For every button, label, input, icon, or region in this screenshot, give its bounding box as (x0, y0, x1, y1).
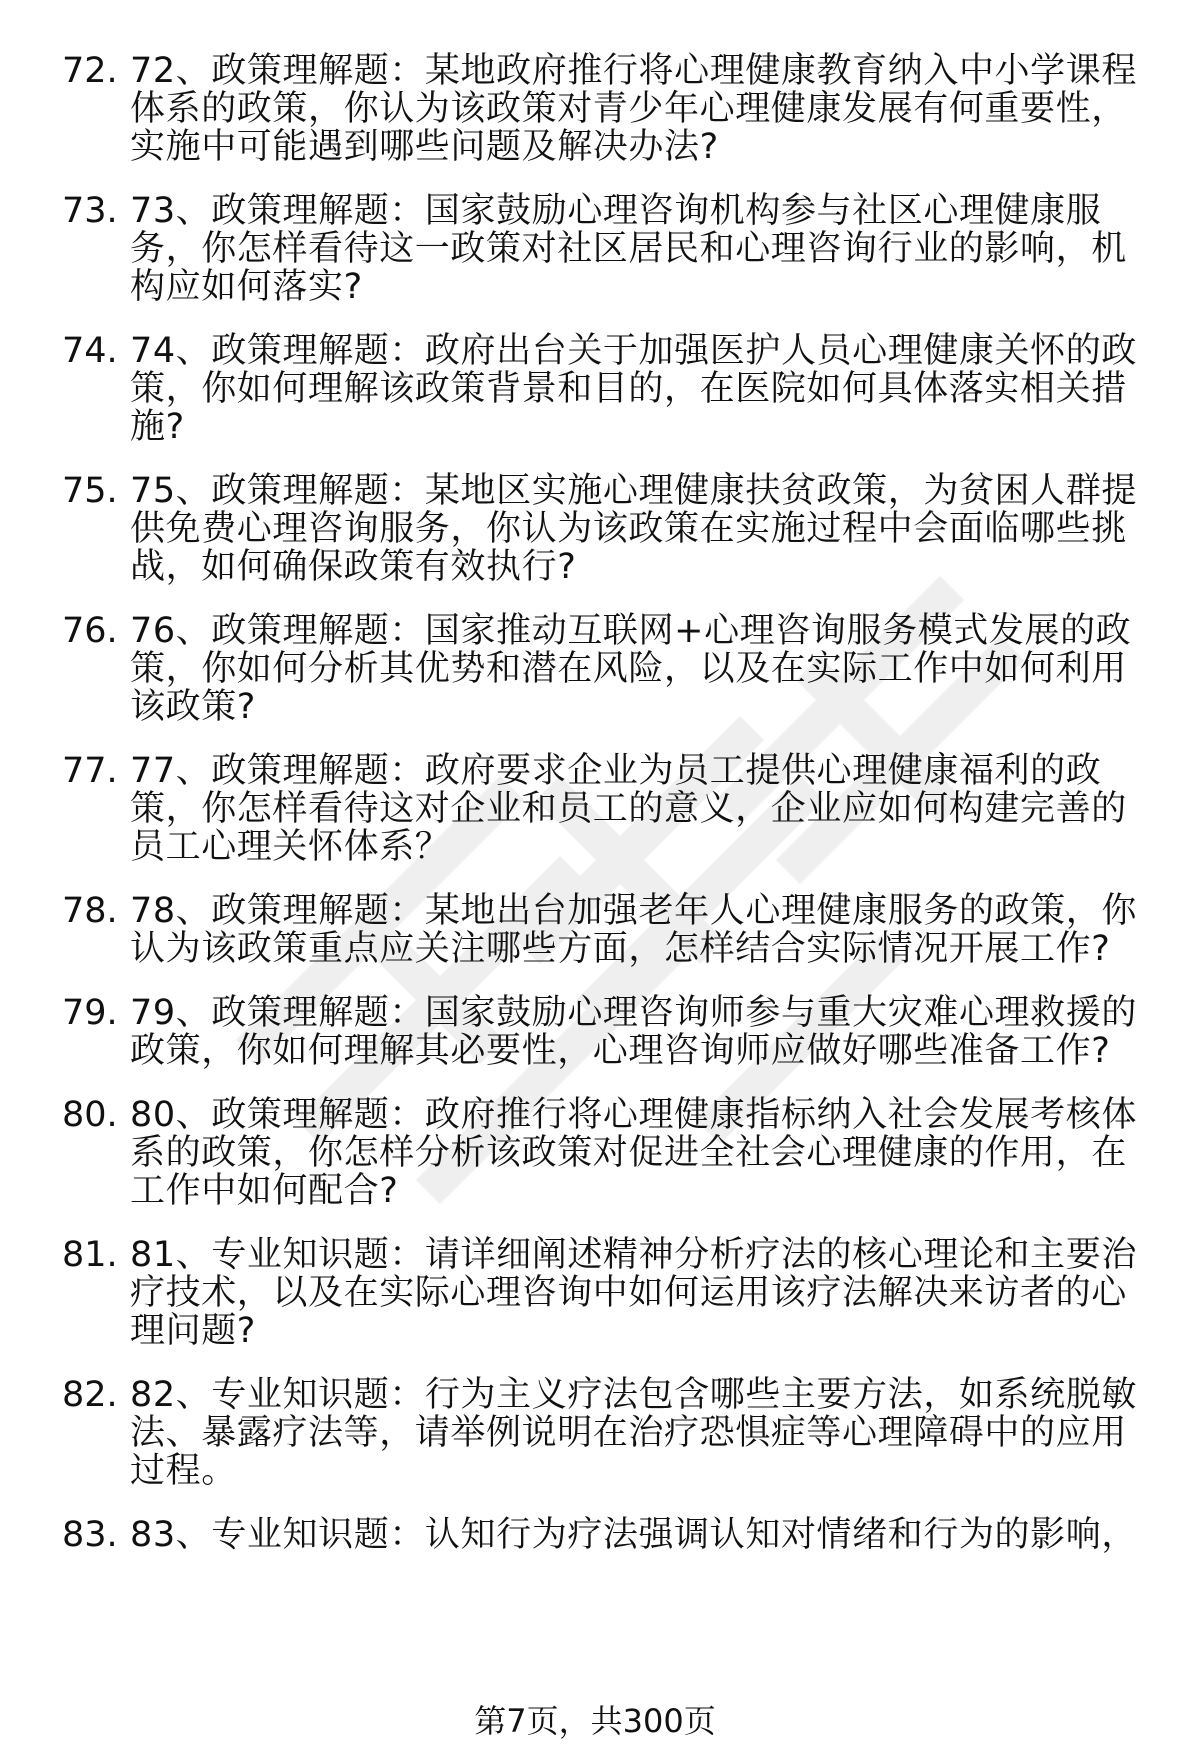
item-text: 73、政策理解题：国家鼓励心理咨询机构参与社区心理健康服务，你怎样看待这一政策对社区居民和心理咨询行业的影响，机构应如何落实? (130, 191, 1127, 307)
item-number: 75. (62, 471, 118, 511)
list-item (0, 1096, 1190, 1210)
list-item (0, 752, 1190, 866)
list-item (0, 1376, 1190, 1490)
list-item (0, 1516, 1190, 1554)
item-number: 74. (62, 331, 118, 371)
item-number: 78. (62, 891, 118, 931)
item-text: 72、政策理解题：某地政府推行将心理健康教育纳入中小学课程体系的政策，你认为该政策对青少年心理健康发展有何重要性，实施中可能遇到哪些问题及解决办法? (130, 51, 1137, 167)
question-list (0, 52, 1190, 1580)
item-text: 77、政策理解题：政府要求企业为员工提供心理健康福利的政策，你怎样看待这对企业和员工的意义，企业应如何构建完善的员工心理关怀体系？ (130, 751, 1127, 867)
item-number: 73. (62, 191, 118, 231)
item-number: 77. (62, 751, 118, 791)
item-text: 82、专业知识题：行为主义疗法包含哪些主要方法，如系统脱敏法、暴露疗法等，请举例说明在治疗恐惧症等心理障碍中的应用过程。 (130, 1375, 1137, 1491)
item-number: 72. (62, 51, 118, 91)
item-text: 75、政策理解题：某地区实施心理健康扶贫政策，为贫困人群提供免费心理咨询服务，你认为该政策在实施过程中会面临哪些挑战，如何确保政策有效执行? (130, 471, 1137, 587)
item-number: 81. (62, 1235, 118, 1275)
item-text: 74、政策理解题：政府出台关于加强医护人员心理健康关怀的政策，你如何理解该政策背景和目的，在医院如何具体落实相关措施? (130, 331, 1137, 447)
item-number: 83. (62, 1515, 118, 1555)
item-number: 80. (62, 1095, 118, 1135)
item-text: 81、专业知识题：请详细阐述精神分析疗法的核心理论和主要治疗技术，以及在实际心理咨询中如何运用该疗法解决来访者的心理问题? (130, 1235, 1137, 1351)
item-text: 79、政策理解题：国家鼓励心理咨询师参与重大灾难心理救援的政策，你如何理解其必要性，心理咨询师应做好哪些准备工作? (130, 993, 1137, 1071)
list-item (0, 892, 1190, 968)
item-number: 82. (62, 1375, 118, 1415)
list-item (0, 1236, 1190, 1350)
item-text: 78、政策理解题：某地出台加强老年人心理健康服务的政策，你认为该政策重点应关注哪些方面，怎样结合实际情况开展工作? (130, 891, 1137, 969)
item-text: 76、政策理解题：国家推动互联网+心理咨询服务模式发展的政策，你如何分析其优势和潜在风险，以及在实际工作中如何利用该政策? (130, 611, 1132, 727)
list-item (0, 52, 1190, 166)
list-item (0, 332, 1190, 446)
item-number: 76. (62, 611, 118, 651)
item-number: 79. (62, 993, 118, 1033)
list-item (0, 192, 1190, 306)
page-number: 第7页，共300页 (474, 1702, 716, 1740)
list-item (0, 612, 1190, 726)
item-text: 83、专业知识题：认知行为疗法强调认知对情绪和行为的影响， (130, 1515, 1137, 1555)
list-item (0, 994, 1190, 1070)
list-item (0, 472, 1190, 586)
item-text: 80、政策理解题：政府推行将心理健康指标纳入社会发展考核体系的政策，你怎样分析该政策对促进全社会心理健康的作用，在工作中如何配合? (130, 1095, 1137, 1211)
